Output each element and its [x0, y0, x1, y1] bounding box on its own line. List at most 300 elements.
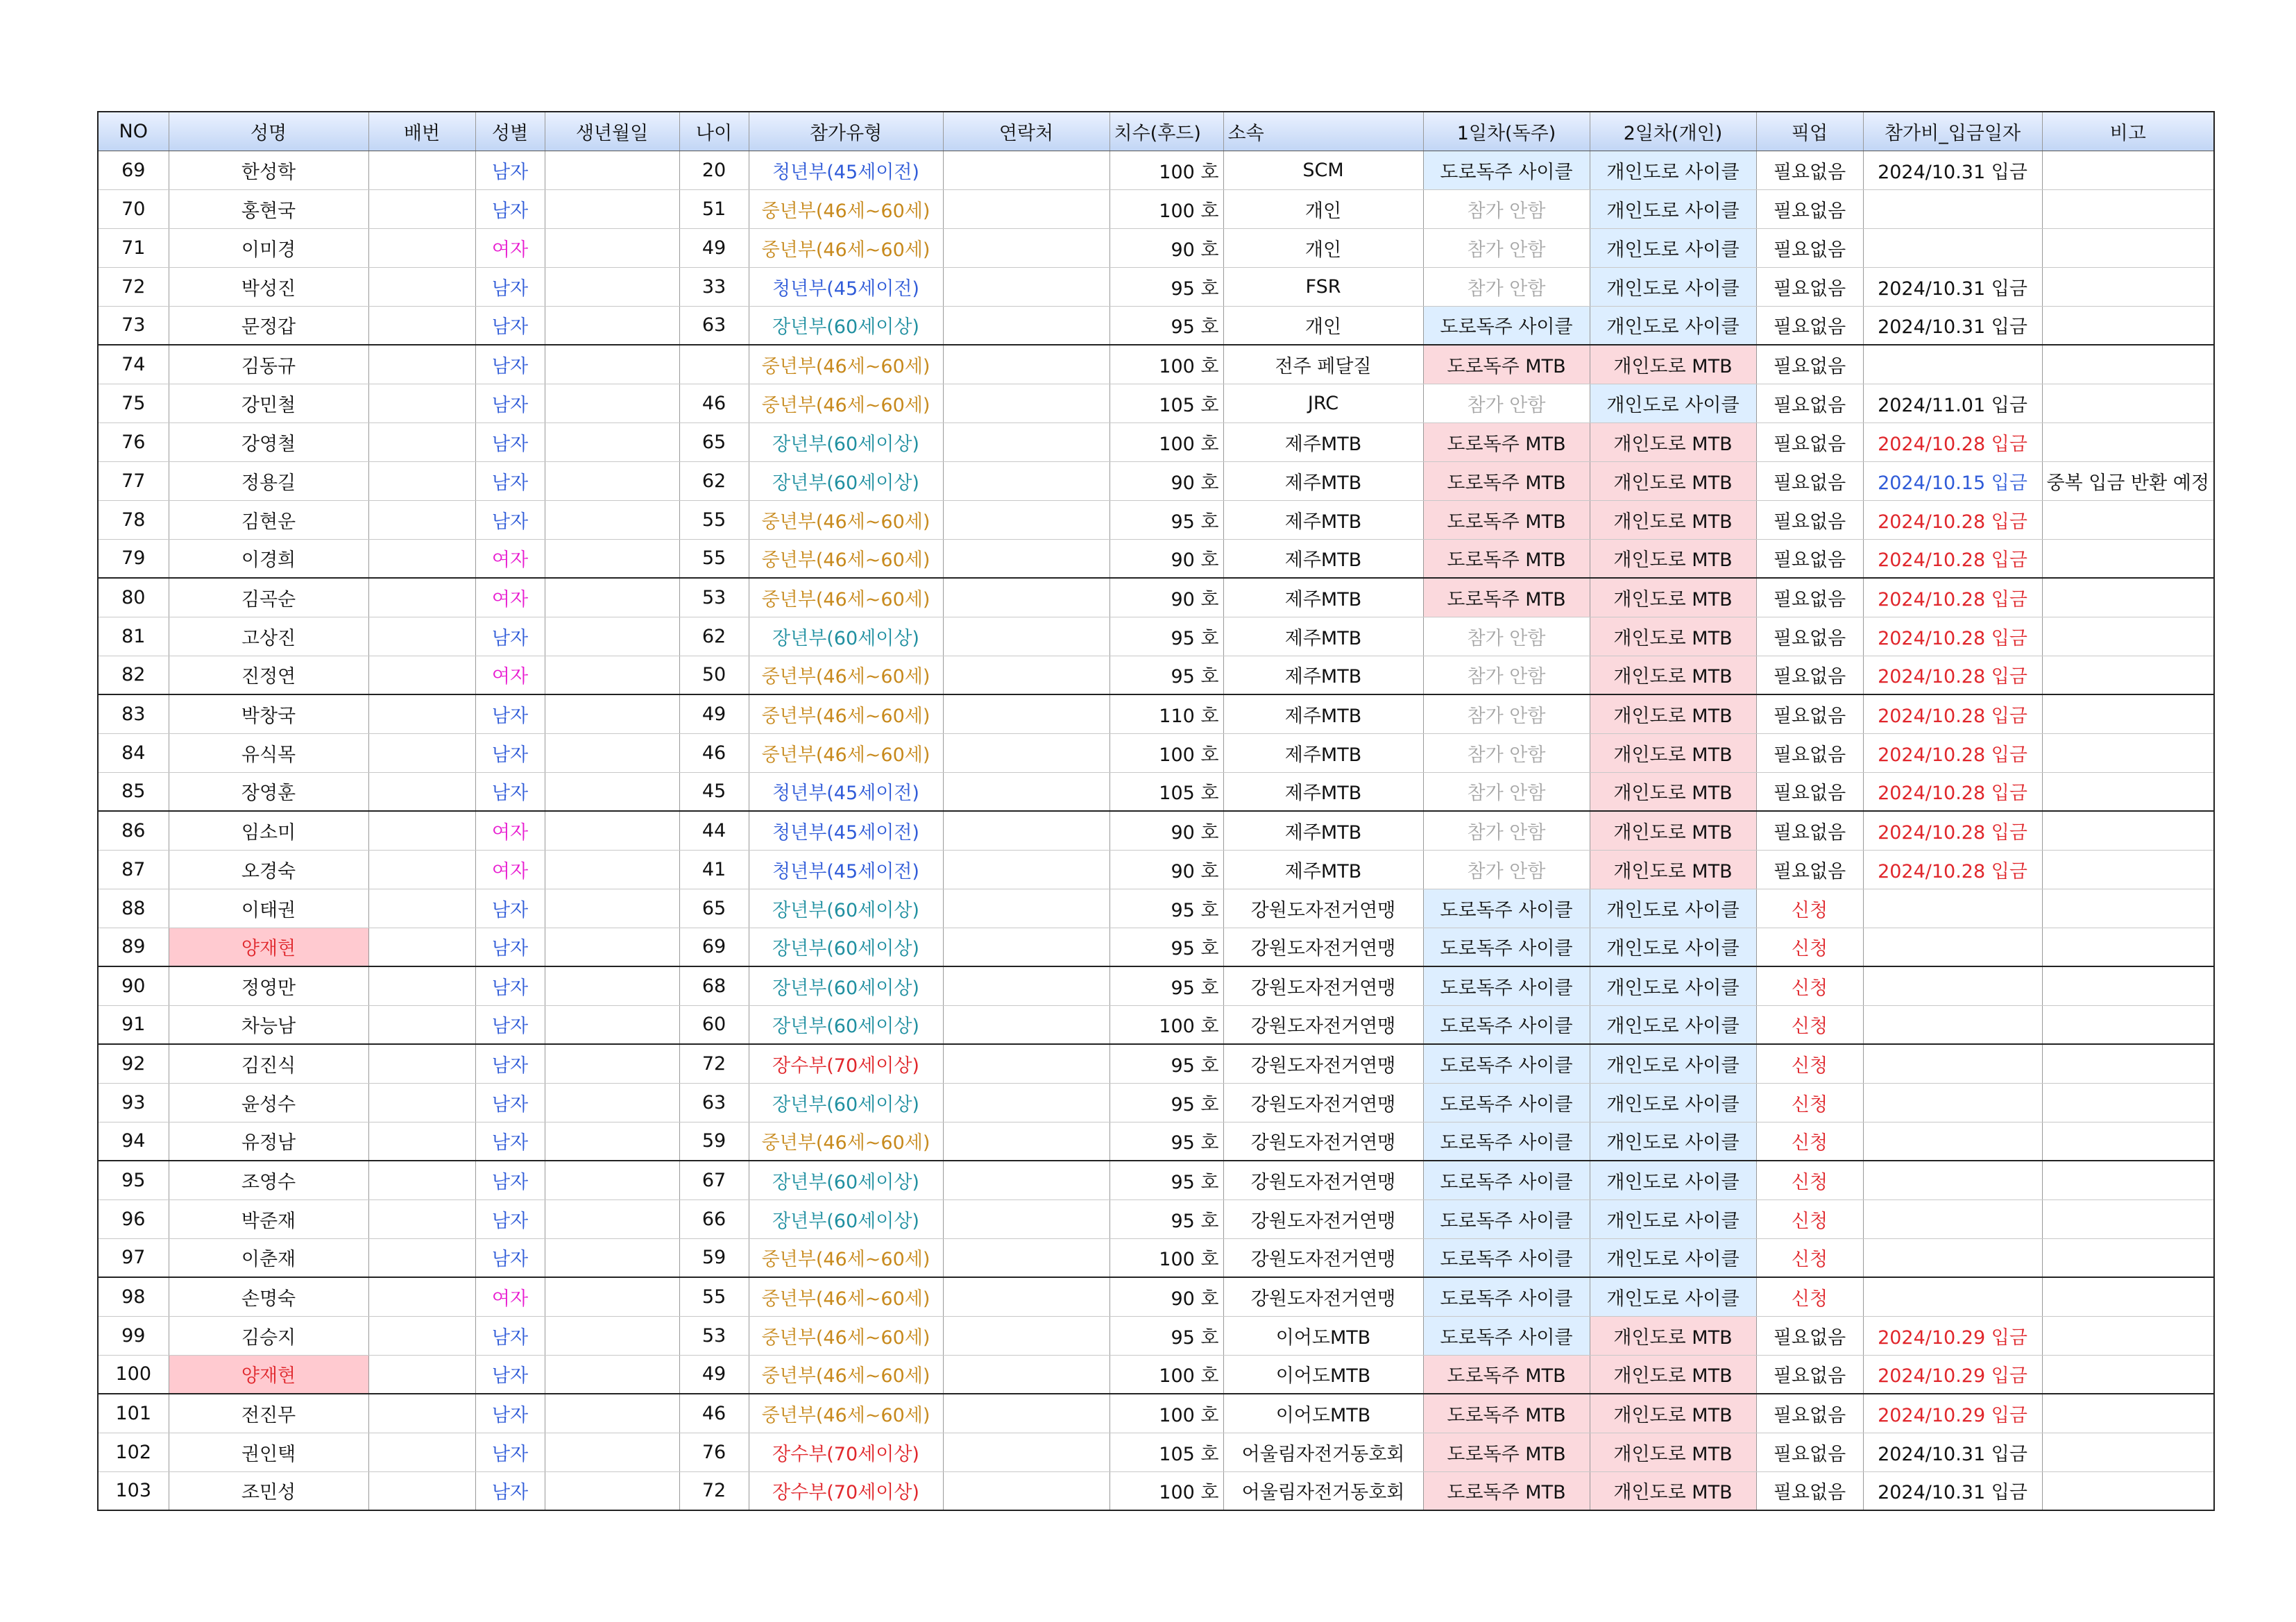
cell-gender[interactable]: 남자	[475, 500, 545, 539]
cell-category[interactable]: 중년부(46세~60세)	[749, 694, 943, 733]
cell-size[interactable]: 105 호	[1109, 772, 1223, 811]
cell-bib[interactable]	[368, 1083, 475, 1122]
cell-age[interactable]: 50	[679, 656, 749, 694]
cell-day1[interactable]: 참가 안함	[1423, 384, 1590, 422]
cell-day1[interactable]: 참가 안함	[1423, 656, 1590, 694]
cell-note[interactable]	[2042, 733, 2214, 772]
cell-note[interactable]	[2042, 889, 2214, 928]
cell-day1[interactable]: 도로독주 MTB	[1423, 1471, 1590, 1510]
cell-gender[interactable]: 남자	[475, 306, 545, 345]
cell-birthdate[interactable]	[545, 617, 679, 656]
cell-pickup[interactable]: 필요없음	[1756, 384, 1863, 422]
cell-club[interactable]: 강원도자전거연맹	[1223, 1200, 1423, 1238]
cell-category[interactable]: 중년부(46세~60세)	[749, 1394, 943, 1433]
cell-gender[interactable]: 여자	[475, 1277, 545, 1316]
cell-pickup[interactable]: 신청	[1756, 1238, 1863, 1277]
cell-day2[interactable]: 개인도로 사이클	[1590, 1161, 1756, 1200]
col-header-pickup[interactable]: 픽업	[1756, 112, 1863, 151]
cell-name[interactable]: 김승지	[169, 1316, 368, 1355]
cell-club[interactable]: 이어도MTB	[1223, 1394, 1423, 1433]
cell-category[interactable]: 중년부(46세~60세)	[749, 1122, 943, 1161]
cell-club[interactable]: 강원도자전거연맹	[1223, 1083, 1423, 1122]
cell-pickup[interactable]: 필요없음	[1756, 1471, 1863, 1510]
cell-bib[interactable]	[368, 1394, 475, 1433]
cell-day1[interactable]: 도로독주 사이클	[1423, 1277, 1590, 1316]
cell-contact[interactable]	[943, 1122, 1109, 1161]
col-header-no[interactable]: NO	[98, 112, 169, 151]
cell-category[interactable]: 중년부(46세~60세)	[749, 1238, 943, 1277]
cell-gender[interactable]: 남자	[475, 928, 545, 966]
cell-day1[interactable]: 도로독주 사이클	[1423, 1200, 1590, 1238]
cell-gender[interactable]: 남자	[475, 1394, 545, 1433]
cell-gender[interactable]: 남자	[475, 1238, 545, 1277]
cell-note[interactable]: 중복 입금 반환 예정	[2042, 461, 2214, 500]
cell-club[interactable]: 강원도자전거연맹	[1223, 1277, 1423, 1316]
cell-bib[interactable]	[368, 500, 475, 539]
cell-category[interactable]: 중년부(46세~60세)	[749, 1277, 943, 1316]
cell-birthdate[interactable]	[545, 1083, 679, 1122]
cell-day1[interactable]: 참가 안함	[1423, 772, 1590, 811]
cell-category[interactable]: 중년부(46세~60세)	[749, 1316, 943, 1355]
cell-birthdate[interactable]	[545, 1433, 679, 1471]
cell-paid[interactable]: 2024/10.28 입금	[1863, 500, 2042, 539]
cell-day1[interactable]: 도로독주 MTB	[1423, 539, 1590, 578]
cell-bib[interactable]	[368, 656, 475, 694]
cell-gender[interactable]: 남자	[475, 267, 545, 306]
cell-club[interactable]: 제주MTB	[1223, 617, 1423, 656]
cell-no[interactable]: 94	[98, 1122, 169, 1161]
cell-bib[interactable]	[368, 928, 475, 966]
cell-birthdate[interactable]	[545, 151, 679, 189]
cell-size[interactable]: 95 호	[1109, 928, 1223, 966]
cell-club[interactable]: 제주MTB	[1223, 422, 1423, 461]
cell-day1[interactable]: 도로독주 사이클	[1423, 1122, 1590, 1161]
cell-size[interactable]: 90 호	[1109, 1277, 1223, 1316]
cell-contact[interactable]	[943, 656, 1109, 694]
cell-category[interactable]: 청년부(45세이전)	[749, 850, 943, 889]
cell-paid[interactable]	[1863, 966, 2042, 1005]
cell-no[interactable]: 80	[98, 578, 169, 617]
cell-age[interactable]: 46	[679, 733, 749, 772]
cell-age[interactable]: 51	[679, 189, 749, 228]
cell-pickup[interactable]: 신청	[1756, 1083, 1863, 1122]
cell-paid[interactable]: 2024/10.28 입금	[1863, 772, 2042, 811]
cell-age[interactable]: 33	[679, 267, 749, 306]
cell-contact[interactable]	[943, 384, 1109, 422]
cell-day2[interactable]: 개인도로 사이클	[1590, 1005, 1756, 1044]
cell-club[interactable]: 강원도자전거연맹	[1223, 1161, 1423, 1200]
col-header-category[interactable]: 참가유형	[749, 112, 943, 151]
cell-gender[interactable]: 남자	[475, 1044, 545, 1083]
cell-club[interactable]: 어울림자전거동호회	[1223, 1433, 1423, 1471]
cell-note[interactable]	[2042, 1238, 2214, 1277]
cell-gender[interactable]: 남자	[475, 966, 545, 1005]
cell-paid[interactable]	[1863, 1044, 2042, 1083]
cell-age[interactable]: 49	[679, 1355, 749, 1394]
cell-contact[interactable]	[943, 306, 1109, 345]
cell-bib[interactable]	[368, 1433, 475, 1471]
cell-no[interactable]: 102	[98, 1433, 169, 1471]
cell-birthdate[interactable]	[545, 539, 679, 578]
cell-age[interactable]: 60	[679, 1005, 749, 1044]
cell-club[interactable]: 제주MTB	[1223, 772, 1423, 811]
cell-paid[interactable]: 2024/10.31 입금	[1863, 151, 2042, 189]
cell-no[interactable]: 89	[98, 928, 169, 966]
cell-paid[interactable]: 2024/10.28 입금	[1863, 733, 2042, 772]
cell-gender[interactable]: 남자	[475, 1471, 545, 1510]
cell-day2[interactable]: 개인도로 사이클	[1590, 966, 1756, 1005]
cell-note[interactable]	[2042, 928, 2214, 966]
cell-name[interactable]: 문정갑	[169, 306, 368, 345]
cell-size[interactable]: 90 호	[1109, 228, 1223, 267]
cell-category[interactable]: 중년부(46세~60세)	[749, 384, 943, 422]
cell-day2[interactable]: 개인도로 MTB	[1590, 578, 1756, 617]
cell-day2[interactable]: 개인도로 MTB	[1590, 500, 1756, 539]
cell-category[interactable]: 장년부(60세이상)	[749, 306, 943, 345]
cell-name[interactable]: 양재현	[169, 1355, 368, 1394]
cell-club[interactable]: 제주MTB	[1223, 578, 1423, 617]
cell-age[interactable]: 63	[679, 306, 749, 345]
cell-birthdate[interactable]	[545, 500, 679, 539]
cell-category[interactable]: 중년부(46세~60세)	[749, 228, 943, 267]
cell-gender[interactable]: 남자	[475, 1161, 545, 1200]
cell-contact[interactable]	[943, 1161, 1109, 1200]
cell-note[interactable]	[2042, 1471, 2214, 1510]
cell-paid[interactable]: 2024/10.31 입금	[1863, 267, 2042, 306]
cell-bib[interactable]	[368, 539, 475, 578]
cell-no[interactable]: 93	[98, 1083, 169, 1122]
cell-size[interactable]: 100 호	[1109, 1471, 1223, 1510]
cell-pickup[interactable]: 필요없음	[1756, 267, 1863, 306]
cell-day2[interactable]: 개인도로 사이클	[1590, 1044, 1756, 1083]
cell-age[interactable]: 49	[679, 694, 749, 733]
cell-paid[interactable]: 2024/10.29 입금	[1863, 1355, 2042, 1394]
cell-age[interactable]: 46	[679, 1394, 749, 1433]
cell-age[interactable]: 59	[679, 1238, 749, 1277]
cell-no[interactable]: 91	[98, 1005, 169, 1044]
cell-no[interactable]: 81	[98, 617, 169, 656]
cell-size[interactable]: 95 호	[1109, 1122, 1223, 1161]
cell-bib[interactable]	[368, 1200, 475, 1238]
cell-gender[interactable]: 남자	[475, 694, 545, 733]
cell-category[interactable]: 중년부(46세~60세)	[749, 539, 943, 578]
cell-note[interactable]	[2042, 539, 2214, 578]
cell-pickup[interactable]: 필요없음	[1756, 811, 1863, 850]
cell-size[interactable]: 90 호	[1109, 578, 1223, 617]
cell-contact[interactable]	[943, 151, 1109, 189]
cell-gender[interactable]: 남자	[475, 345, 545, 384]
cell-club[interactable]: 제주MTB	[1223, 500, 1423, 539]
cell-club[interactable]: 제주MTB	[1223, 539, 1423, 578]
cell-size[interactable]: 95 호	[1109, 1083, 1223, 1122]
cell-name[interactable]: 홍현국	[169, 189, 368, 228]
cell-pickup[interactable]: 필요없음	[1756, 733, 1863, 772]
cell-day2[interactable]: 개인도로 사이클	[1590, 928, 1756, 966]
cell-note[interactable]	[2042, 189, 2214, 228]
cell-gender[interactable]: 남자	[475, 1005, 545, 1044]
cell-category[interactable]: 장년부(60세이상)	[749, 1161, 943, 1200]
cell-age[interactable]: 76	[679, 1433, 749, 1471]
cell-bib[interactable]	[368, 189, 475, 228]
cell-day1[interactable]: 참가 안함	[1423, 733, 1590, 772]
cell-size[interactable]: 90 호	[1109, 811, 1223, 850]
cell-age[interactable]: 65	[679, 422, 749, 461]
cell-age[interactable]: 46	[679, 384, 749, 422]
cell-gender[interactable]: 남자	[475, 889, 545, 928]
cell-birthdate[interactable]	[545, 267, 679, 306]
col-header-bib[interactable]: 배번	[368, 112, 475, 151]
cell-day1[interactable]: 참가 안함	[1423, 694, 1590, 733]
cell-pickup[interactable]: 필요없음	[1756, 617, 1863, 656]
cell-no[interactable]: 83	[98, 694, 169, 733]
cell-club[interactable]: 강원도자전거연맹	[1223, 966, 1423, 1005]
cell-note[interactable]	[2042, 1277, 2214, 1316]
cell-pickup[interactable]: 필요없음	[1756, 656, 1863, 694]
cell-name[interactable]: 정영만	[169, 966, 368, 1005]
cell-birthdate[interactable]	[545, 733, 679, 772]
cell-contact[interactable]	[943, 733, 1109, 772]
cell-bib[interactable]	[368, 1238, 475, 1277]
cell-size[interactable]: 110 호	[1109, 694, 1223, 733]
cell-club[interactable]: 강원도자전거연맹	[1223, 1044, 1423, 1083]
cell-pickup[interactable]: 필요없음	[1756, 1433, 1863, 1471]
cell-name[interactable]: 진정연	[169, 656, 368, 694]
cell-contact[interactable]	[943, 422, 1109, 461]
cell-pickup[interactable]: 필요없음	[1756, 772, 1863, 811]
cell-day2[interactable]: 개인도로 MTB	[1590, 461, 1756, 500]
cell-pickup[interactable]: 필요없음	[1756, 1316, 1863, 1355]
cell-name[interactable]: 유식목	[169, 733, 368, 772]
cell-size[interactable]: 100 호	[1109, 189, 1223, 228]
cell-pickup[interactable]: 필요없음	[1756, 345, 1863, 384]
cell-birthdate[interactable]	[545, 1161, 679, 1200]
cell-pickup[interactable]: 필요없음	[1756, 151, 1863, 189]
cell-name[interactable]: 강영철	[169, 422, 368, 461]
cell-paid[interactable]: 2024/10.28 입금	[1863, 617, 2042, 656]
cell-age[interactable]: 62	[679, 461, 749, 500]
cell-name[interactable]: 전진무	[169, 1394, 368, 1433]
cell-age[interactable]: 53	[679, 1316, 749, 1355]
cell-no[interactable]: 79	[98, 539, 169, 578]
cell-club[interactable]: SCM	[1223, 151, 1423, 189]
cell-birthdate[interactable]	[545, 1471, 679, 1510]
cell-gender[interactable]: 여자	[475, 811, 545, 850]
cell-day1[interactable]: 도로독주 MTB	[1423, 345, 1590, 384]
cell-name[interactable]: 박창국	[169, 694, 368, 733]
cell-birthdate[interactable]	[545, 1044, 679, 1083]
cell-no[interactable]: 97	[98, 1238, 169, 1277]
cell-note[interactable]	[2042, 1161, 2214, 1200]
cell-category[interactable]: 장수부(70세이상)	[749, 1433, 943, 1471]
cell-age[interactable]: 59	[679, 1122, 749, 1161]
cell-category[interactable]: 장년부(60세이상)	[749, 1200, 943, 1238]
cell-paid[interactable]: 2024/10.29 입금	[1863, 1316, 2042, 1355]
cell-pickup[interactable]: 필요없음	[1756, 1394, 1863, 1433]
cell-pickup[interactable]: 필요없음	[1756, 500, 1863, 539]
cell-day2[interactable]: 개인도로 MTB	[1590, 811, 1756, 850]
cell-day2[interactable]: 개인도로 사이클	[1590, 1083, 1756, 1122]
cell-no[interactable]: 72	[98, 267, 169, 306]
cell-bib[interactable]	[368, 1355, 475, 1394]
cell-day2[interactable]: 개인도로 MTB	[1590, 1355, 1756, 1394]
cell-contact[interactable]	[943, 228, 1109, 267]
cell-birthdate[interactable]	[545, 811, 679, 850]
cell-note[interactable]	[2042, 850, 2214, 889]
cell-note[interactable]	[2042, 656, 2214, 694]
cell-contact[interactable]	[943, 850, 1109, 889]
cell-day2[interactable]: 개인도로 MTB	[1590, 850, 1756, 889]
cell-age[interactable]: 69	[679, 928, 749, 966]
cell-bib[interactable]	[368, 694, 475, 733]
cell-no[interactable]: 74	[98, 345, 169, 384]
cell-bib[interactable]	[368, 811, 475, 850]
cell-name[interactable]: 김동규	[169, 345, 368, 384]
cell-pickup[interactable]: 필요없음	[1756, 694, 1863, 733]
cell-paid[interactable]: 2024/10.28 입금	[1863, 422, 2042, 461]
cell-name[interactable]: 김현운	[169, 500, 368, 539]
cell-bib[interactable]	[368, 228, 475, 267]
cell-contact[interactable]	[943, 500, 1109, 539]
cell-age[interactable]: 55	[679, 1277, 749, 1316]
cell-day2[interactable]: 개인도로 사이클	[1590, 1277, 1756, 1316]
cell-note[interactable]	[2042, 578, 2214, 617]
cell-size[interactable]: 90 호	[1109, 461, 1223, 500]
cell-paid[interactable]: 2024/10.29 입금	[1863, 1394, 2042, 1433]
cell-paid[interactable]	[1863, 928, 2042, 966]
cell-pickup[interactable]: 신청	[1756, 1005, 1863, 1044]
cell-contact[interactable]	[943, 345, 1109, 384]
cell-birthdate[interactable]	[545, 422, 679, 461]
cell-club[interactable]: 제주MTB	[1223, 461, 1423, 500]
cell-size[interactable]: 95 호	[1109, 267, 1223, 306]
cell-category[interactable]: 청년부(45세이전)	[749, 151, 943, 189]
cell-name[interactable]: 고상진	[169, 617, 368, 656]
cell-birthdate[interactable]	[545, 345, 679, 384]
cell-contact[interactable]	[943, 1044, 1109, 1083]
cell-name[interactable]: 이경희	[169, 539, 368, 578]
col-header-contact[interactable]: 연락처	[943, 112, 1109, 151]
cell-pickup[interactable]: 신청	[1756, 1277, 1863, 1316]
cell-no[interactable]: 69	[98, 151, 169, 189]
cell-club[interactable]: 개인	[1223, 306, 1423, 345]
cell-category[interactable]: 중년부(46세~60세)	[749, 189, 943, 228]
cell-day1[interactable]: 참가 안함	[1423, 850, 1590, 889]
cell-paid[interactable]	[1863, 228, 2042, 267]
cell-paid[interactable]	[1863, 1005, 2042, 1044]
cell-note[interactable]	[2042, 267, 2214, 306]
cell-bib[interactable]	[368, 733, 475, 772]
cell-day2[interactable]: 개인도로 사이클	[1590, 889, 1756, 928]
cell-day2[interactable]: 개인도로 MTB	[1590, 656, 1756, 694]
cell-contact[interactable]	[943, 694, 1109, 733]
cell-bib[interactable]	[368, 1005, 475, 1044]
cell-day2[interactable]: 개인도로 MTB	[1590, 694, 1756, 733]
cell-day2[interactable]: 개인도로 MTB	[1590, 1316, 1756, 1355]
cell-paid[interactable]	[1863, 1238, 2042, 1277]
cell-bib[interactable]	[368, 1044, 475, 1083]
cell-club[interactable]: 이어도MTB	[1223, 1355, 1423, 1394]
cell-birthdate[interactable]	[545, 889, 679, 928]
cell-category[interactable]: 중년부(46세~60세)	[749, 578, 943, 617]
cell-club[interactable]: 이어도MTB	[1223, 1316, 1423, 1355]
cell-paid[interactable]	[1863, 1083, 2042, 1122]
cell-age[interactable]: 45	[679, 772, 749, 811]
cell-day2[interactable]: 개인도로 사이클	[1590, 1200, 1756, 1238]
cell-paid[interactable]: 2024/10.28 입금	[1863, 811, 2042, 850]
cell-size[interactable]: 90 호	[1109, 850, 1223, 889]
cell-note[interactable]	[2042, 811, 2214, 850]
cell-contact[interactable]	[943, 1200, 1109, 1238]
cell-size[interactable]: 95 호	[1109, 617, 1223, 656]
cell-pickup[interactable]: 필요없음	[1756, 228, 1863, 267]
cell-paid[interactable]: 2024/10.28 입금	[1863, 850, 2042, 889]
cell-note[interactable]	[2042, 1044, 2214, 1083]
cell-age[interactable]: 49	[679, 228, 749, 267]
cell-paid[interactable]: 2024/10.28 입금	[1863, 656, 2042, 694]
cell-club[interactable]: 강원도자전거연맹	[1223, 889, 1423, 928]
cell-paid[interactable]: 2024/10.28 입금	[1863, 694, 2042, 733]
cell-note[interactable]	[2042, 1200, 2214, 1238]
cell-paid[interactable]: 2024/11.01 입금	[1863, 384, 2042, 422]
cell-club[interactable]: 제주MTB	[1223, 694, 1423, 733]
cell-category[interactable]: 중년부(46세~60세)	[749, 500, 943, 539]
cell-no[interactable]: 92	[98, 1044, 169, 1083]
cell-age[interactable]: 68	[679, 966, 749, 1005]
cell-age[interactable]: 66	[679, 1200, 749, 1238]
cell-bib[interactable]	[368, 578, 475, 617]
cell-day2[interactable]: 개인도로 MTB	[1590, 772, 1756, 811]
cell-no[interactable]: 100	[98, 1355, 169, 1394]
cell-birthdate[interactable]	[545, 1122, 679, 1161]
cell-gender[interactable]: 남자	[475, 772, 545, 811]
cell-note[interactable]	[2042, 228, 2214, 267]
cell-category[interactable]: 중년부(46세~60세)	[749, 733, 943, 772]
cell-club[interactable]: 제주MTB	[1223, 733, 1423, 772]
cell-birthdate[interactable]	[545, 189, 679, 228]
cell-day1[interactable]: 도로독주 MTB	[1423, 461, 1590, 500]
cell-note[interactable]	[2042, 422, 2214, 461]
cell-gender[interactable]: 남자	[475, 1316, 545, 1355]
cell-club[interactable]: 제주MTB	[1223, 811, 1423, 850]
cell-size[interactable]: 100 호	[1109, 1394, 1223, 1433]
cell-size[interactable]: 100 호	[1109, 1355, 1223, 1394]
cell-day1[interactable]: 도로독주 MTB	[1423, 1355, 1590, 1394]
cell-day2[interactable]: 개인도로 사이클	[1590, 384, 1756, 422]
cell-note[interactable]	[2042, 617, 2214, 656]
cell-contact[interactable]	[943, 772, 1109, 811]
cell-day1[interactable]: 도로독주 사이클	[1423, 1161, 1590, 1200]
cell-pickup[interactable]: 신청	[1756, 1161, 1863, 1200]
cell-note[interactable]	[2042, 1005, 2214, 1044]
cell-day1[interactable]: 참가 안함	[1423, 617, 1590, 656]
cell-name[interactable]: 김곡순	[169, 578, 368, 617]
cell-no[interactable]: 71	[98, 228, 169, 267]
cell-no[interactable]: 87	[98, 850, 169, 889]
cell-bib[interactable]	[368, 1277, 475, 1316]
cell-size[interactable]: 95 호	[1109, 889, 1223, 928]
cell-paid[interactable]	[1863, 1200, 2042, 1238]
cell-age[interactable]: 72	[679, 1044, 749, 1083]
cell-gender[interactable]: 여자	[475, 578, 545, 617]
cell-age[interactable]: 63	[679, 1083, 749, 1122]
cell-category[interactable]: 청년부(45세이전)	[749, 811, 943, 850]
cell-club[interactable]: 강원도자전거연맹	[1223, 1238, 1423, 1277]
cell-day2[interactable]: 개인도로 사이클	[1590, 189, 1756, 228]
cell-name[interactable]: 한성학	[169, 151, 368, 189]
cell-birthdate[interactable]	[545, 1316, 679, 1355]
cell-birthdate[interactable]	[545, 1355, 679, 1394]
cell-note[interactable]	[2042, 1355, 2214, 1394]
